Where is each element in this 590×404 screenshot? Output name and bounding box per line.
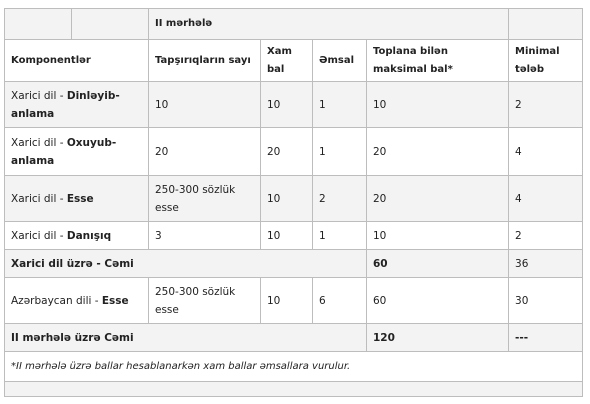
tasks-cell: 10 <box>149 82 261 128</box>
max-cell: 20 <box>367 128 509 176</box>
subtotal-row <box>5 250 583 278</box>
max-cell: 60 <box>367 278 509 324</box>
stage-title-row <box>5 9 583 40</box>
table-row <box>5 128 583 176</box>
coef-cell: 1 <box>313 222 367 250</box>
tasks-cell: 20 <box>149 128 261 176</box>
total-label: II mərhələ üzrə Cəmi <box>5 324 367 352</box>
raw-cell: 10 <box>261 82 313 128</box>
stage-title: II mərhələ <box>149 9 509 40</box>
stage-table-container <box>4 8 586 404</box>
max-cell: 10 <box>367 222 509 250</box>
header-tasks: Tapşırıqların sayı <box>149 40 261 82</box>
component-cell: Xarici dil - Oxuyub-anlama <box>5 128 149 176</box>
min-cell: 2 <box>509 82 583 128</box>
subtotal-label: Xarici dil üzrə - Cəmi <box>5 250 367 278</box>
stage-title-left-cell <box>5 9 149 40</box>
tasks-cell: 250-300 sözlük esse <box>149 176 261 222</box>
component-cell: Xarici dil - Dinləyib-anlama <box>5 82 149 128</box>
subtotal-min: 36 <box>509 250 583 278</box>
min-cell: 4 <box>509 128 583 176</box>
footnote: *II mərhələ üzrə ballar hesablanarkən xam ballar əmsallara vurulur. <box>5 352 583 382</box>
tasks-cell: 3 <box>149 222 261 250</box>
trailing-row <box>5 382 583 397</box>
raw-cell: 10 <box>261 176 313 222</box>
max-cell: 10 <box>367 82 509 128</box>
footnote-row <box>5 352 583 382</box>
subtotal-max: 60 <box>367 250 509 278</box>
total-row <box>5 324 583 352</box>
total-max: 120 <box>367 324 509 352</box>
total-min: --- <box>509 324 583 352</box>
trailing-cell <box>5 382 583 397</box>
min-cell: 30 <box>509 278 583 324</box>
min-cell: 2 <box>509 222 583 250</box>
component-cell: Xarici dil - Danışıq <box>5 222 149 250</box>
raw-cell: 10 <box>261 278 313 324</box>
table-row <box>5 82 583 128</box>
raw-cell: 10 <box>261 222 313 250</box>
score-table <box>4 8 583 397</box>
coef-cell: 1 <box>313 82 367 128</box>
header-min: Minimal tələb <box>509 40 583 82</box>
header-raw: Xam bal <box>261 40 313 82</box>
table-row <box>5 176 583 222</box>
coef-cell: 6 <box>313 278 367 324</box>
stage-title-right-cell <box>509 9 583 40</box>
coef-cell: 1 <box>313 128 367 176</box>
component-cell: Azərbaycan dili - Esse <box>5 278 149 324</box>
raw-cell: 20 <box>261 128 313 176</box>
header-coef: Əmsal <box>313 40 367 82</box>
header-row <box>5 40 583 82</box>
table-row <box>5 278 583 324</box>
coef-cell: 2 <box>313 176 367 222</box>
min-cell: 4 <box>509 176 583 222</box>
header-component: Komponentlər <box>5 40 149 82</box>
tasks-cell: 250-300 sözlük esse <box>149 278 261 324</box>
max-cell: 20 <box>367 176 509 222</box>
table-row <box>5 222 583 250</box>
header-max: Toplana bilən maksimal bal* <box>367 40 509 82</box>
component-cell: Xarici dil - Esse <box>5 176 149 222</box>
